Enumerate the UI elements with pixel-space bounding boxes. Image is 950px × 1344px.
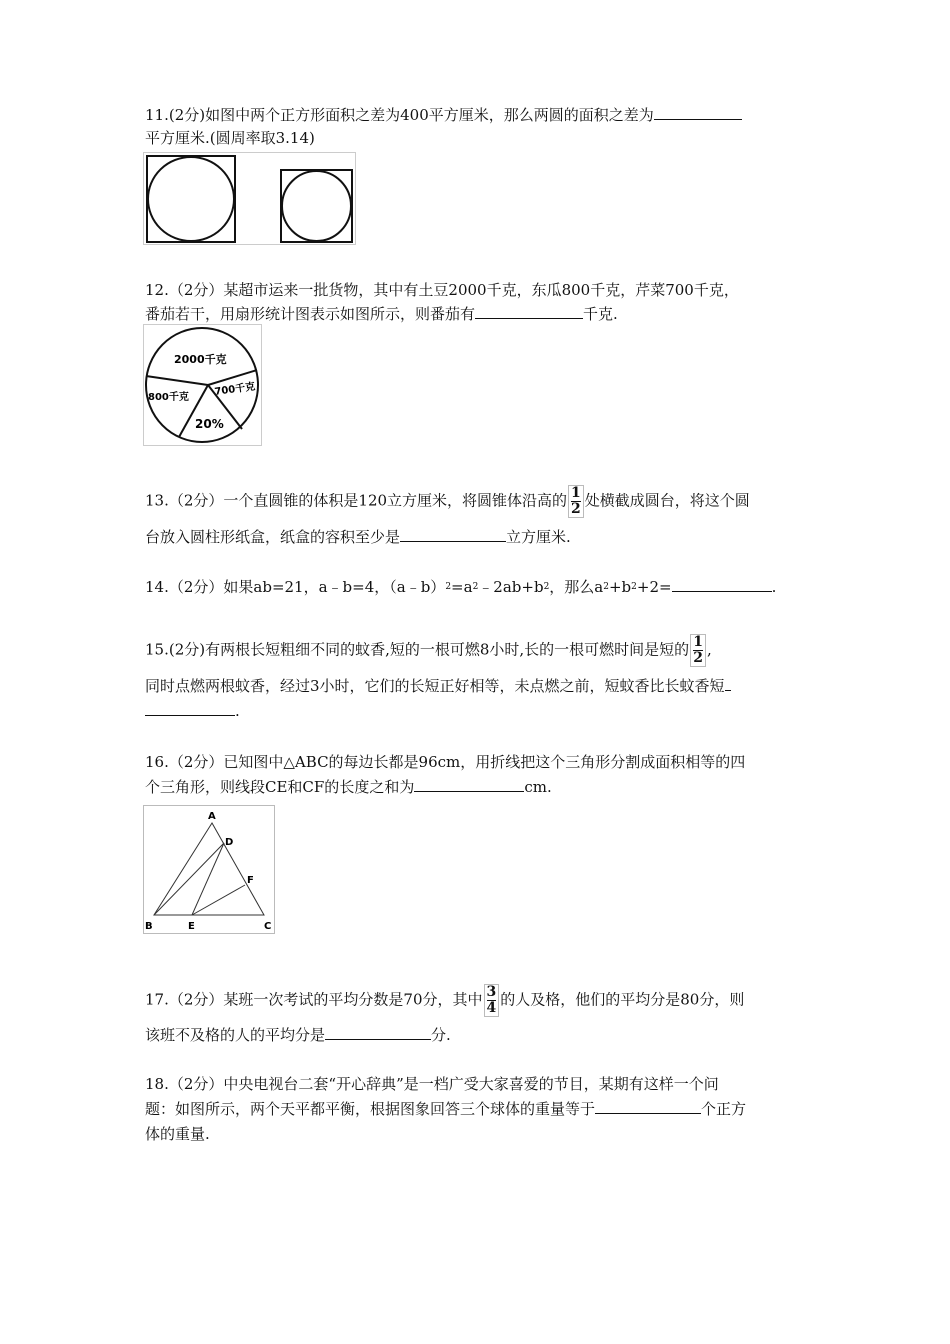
q12-line1: 12.（2分）某超市运来一批货物，其中有土豆2000千克，东瓜800千克，芹菜700千克， bbox=[145, 281, 739, 299]
q15-line3 bbox=[145, 701, 240, 721]
q17-fraction bbox=[484, 984, 500, 1017]
q15-answer-blank[interactable] bbox=[145, 701, 235, 716]
q17-unit: 分. bbox=[431, 1026, 451, 1044]
q12-answer-blank[interactable] bbox=[475, 304, 583, 319]
q12-pie-figure bbox=[143, 324, 262, 446]
q18-line3: 体的重量. bbox=[145, 1125, 210, 1143]
q18-text-cont: 个正方 bbox=[701, 1100, 747, 1118]
q14-text-e: +b bbox=[608, 578, 632, 596]
q12-unit: 千克. bbox=[583, 305, 618, 323]
q18-answer-blank[interactable] bbox=[595, 1099, 701, 1114]
q12-line2 bbox=[145, 304, 618, 324]
label-e: E bbox=[188, 921, 195, 932]
q14-text-d: ，那么a bbox=[549, 578, 604, 596]
q17-line2 bbox=[145, 1025, 451, 1045]
q17-line1 bbox=[145, 984, 744, 1017]
q13-text-cont: 处横截成圆台，将这个圆 bbox=[584, 491, 750, 510]
q15-line2 bbox=[145, 676, 731, 696]
frac-numerator: 3 bbox=[486, 984, 497, 1000]
q13-unit: 立方厘米. bbox=[506, 528, 571, 546]
label-b: B bbox=[145, 921, 153, 932]
label-a: A bbox=[208, 811, 216, 822]
q12-text: 番茄若干，用扇形统计图表示如图所示，则番茄有 bbox=[145, 305, 476, 323]
q14-sup-d: 2 bbox=[603, 582, 609, 592]
label-f: F bbox=[247, 875, 254, 886]
q14-answer-blank[interactable] bbox=[672, 577, 772, 592]
q11-answer-blank[interactable] bbox=[654, 105, 742, 120]
segment-ef bbox=[192, 885, 245, 915]
frac-numerator: 1 bbox=[693, 634, 703, 650]
q16-text: 个三角形，则线段CE和CF的长度之和为 bbox=[145, 778, 415, 796]
q13-answer-blank[interactable] bbox=[400, 527, 506, 542]
frac-denominator: 4 bbox=[486, 1000, 497, 1016]
segment-bd bbox=[154, 843, 224, 915]
q17-text2: 该班不及格的人的平均分是 bbox=[145, 1026, 326, 1044]
q11-text: 11.(2分)如图中两个正方形面积之差为400平方厘米，那么两圆的面积之差为 bbox=[145, 106, 654, 124]
q14-period: . bbox=[771, 578, 777, 596]
q18-text: 题：如图所示，两个天平都平衡，根据图象回答三个球体的重量等于 bbox=[145, 1100, 596, 1118]
pie-label-celery: 700千克 bbox=[213, 381, 256, 398]
q17-answer-blank[interactable] bbox=[325, 1025, 431, 1040]
frac-numerator: 1 bbox=[571, 485, 581, 501]
pie-label-melon: 800千克 bbox=[148, 392, 189, 403]
q15-comma: , bbox=[706, 640, 712, 659]
triangle-abc bbox=[154, 823, 264, 915]
segment-de bbox=[192, 843, 224, 915]
q14-line bbox=[145, 577, 776, 597]
q17-text-cont: 的人及格，他们的平均分是80分，则 bbox=[500, 990, 745, 1009]
q16-answer-blank[interactable] bbox=[414, 777, 524, 792]
q13-line2 bbox=[145, 527, 571, 547]
small-circle bbox=[282, 171, 351, 241]
q11-figure bbox=[143, 152, 356, 245]
label-c: C bbox=[264, 921, 272, 932]
q15-fraction bbox=[690, 634, 706, 667]
q16-unit: cm. bbox=[524, 778, 552, 796]
pie-divider-1 bbox=[146, 376, 208, 385]
frac-denominator: 2 bbox=[571, 501, 581, 517]
q13-line1 bbox=[145, 485, 750, 518]
squares-circles-diagram bbox=[144, 153, 355, 244]
q11-line1 bbox=[145, 105, 742, 125]
q15-line1 bbox=[145, 634, 712, 667]
q14-text-b: =a bbox=[451, 578, 473, 596]
q14-sup-c: 2 bbox=[543, 582, 550, 592]
q13-text: 13.（2分）一个直圆锥的体积是120立方厘米，将圆锥体沿高的 bbox=[145, 491, 568, 510]
pie-label-potato: 2000千克 bbox=[174, 353, 227, 366]
q18-line2 bbox=[145, 1099, 746, 1119]
q13-fraction bbox=[568, 485, 584, 518]
q17-text: 17.（2分）某班一次考试的平均分数是70分，其中 bbox=[145, 990, 483, 1009]
pie-chart bbox=[144, 325, 261, 445]
q14-sup-e: 2 bbox=[631, 582, 637, 592]
q16-line2 bbox=[145, 777, 552, 797]
q14-text-a: 14.（2分）如果ab=21，a﹣b=4，（a﹣b） bbox=[145, 578, 446, 596]
q15-period: . bbox=[235, 702, 240, 720]
q15-blank-start bbox=[725, 676, 731, 691]
q14-text-f: +2= bbox=[636, 578, 672, 596]
triangle-diagram bbox=[144, 806, 274, 933]
q15-text2: 同时点燃两根蚊香，经过3小时，它们的长短正好相等，未点燃之前，短蚊香比长蚊香短 bbox=[145, 677, 725, 695]
q14-sup-a: 2 bbox=[445, 582, 452, 592]
pie-label-tomato: 20% bbox=[195, 417, 224, 431]
q11-line2: 平方厘米.(圆周率取3.14) bbox=[145, 129, 315, 147]
q15-text: 15.(2分)有两根长短粗细不同的蚊香,短的一根可燃8小时,长的一根可燃时间是短的 bbox=[145, 640, 690, 659]
q14-sup-b: 2 bbox=[472, 582, 479, 592]
q13-text2: 台放入圆柱形纸盒，纸盒的容积至少是 bbox=[145, 528, 401, 546]
q16-line1: 16.（2分）已知图中△ABC的每边长都是96cm，用折线把这个三角形分割成面积相等的四 bbox=[145, 753, 746, 771]
q14-text-c: ﹣2ab+b bbox=[478, 578, 544, 596]
q16-triangle-figure bbox=[143, 805, 275, 934]
large-circle bbox=[148, 157, 234, 241]
frac-denominator: 2 bbox=[693, 650, 703, 666]
label-d: D bbox=[225, 837, 234, 848]
q18-line1: 18.（2分）中央电视台二套“开心辞典”是一档广受大家喜爱的节目，某期有这样一个问 bbox=[145, 1075, 719, 1093]
